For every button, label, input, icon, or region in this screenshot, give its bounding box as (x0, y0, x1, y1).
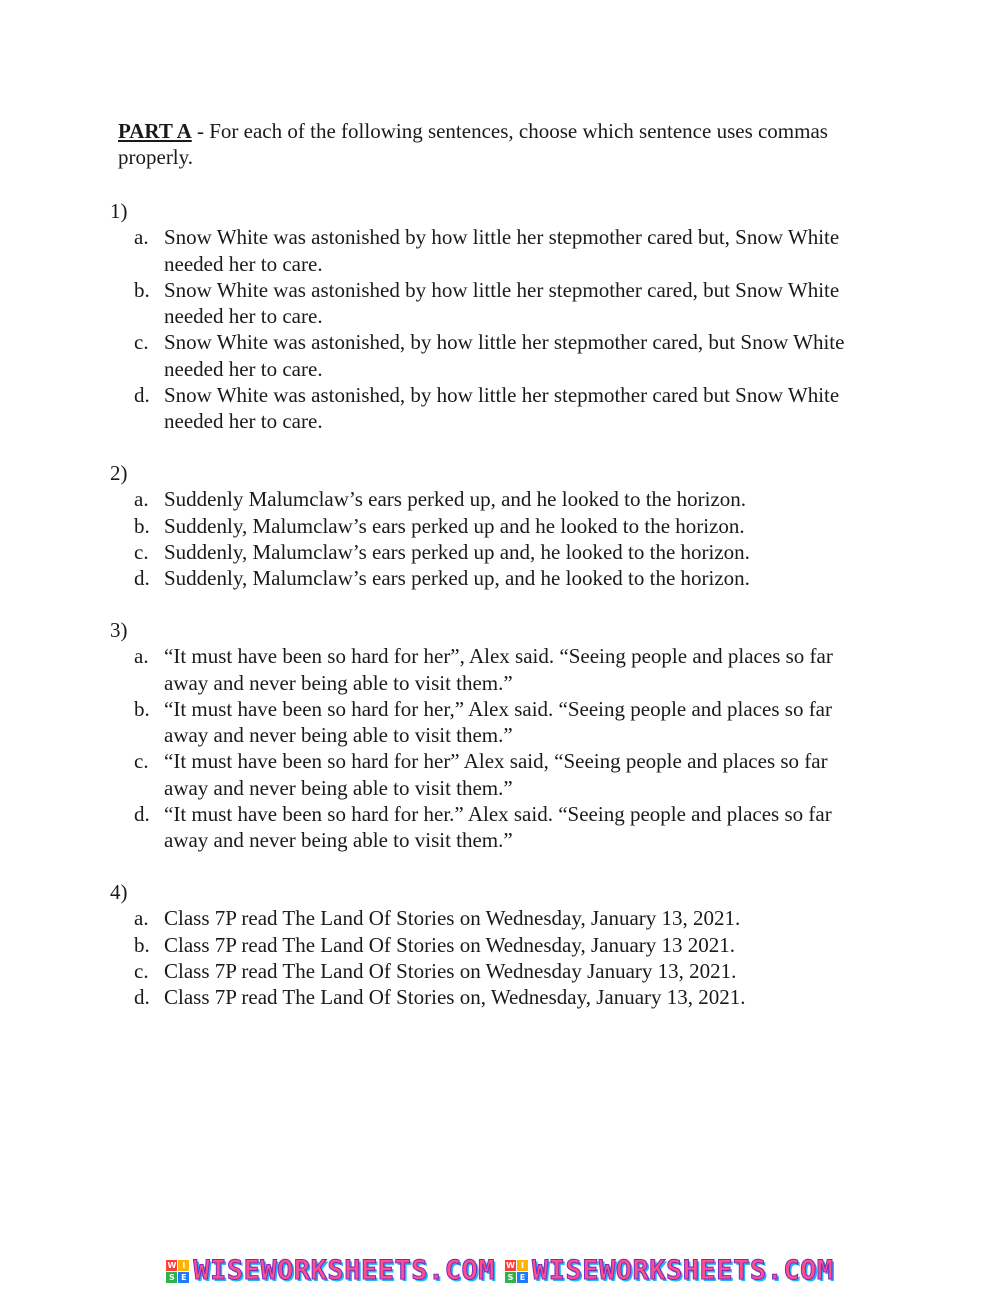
option-letter: d. (134, 802, 150, 827)
option-4d[interactable] (110, 984, 890, 1010)
logo-letter: S (505, 1272, 516, 1283)
option-3d[interactable] (110, 801, 890, 854)
option-4a[interactable] (110, 905, 890, 931)
option-1c[interactable] (110, 329, 890, 382)
logo-letter: I (517, 1260, 528, 1271)
option-text: “It must have been so hard for her”, Alex said. “Seeing people and places so far away and never being able to visit them.” (164, 644, 833, 695)
option-text: Class 7P read The Land Of Stories on Wednesday January 13, 2021. (164, 958, 737, 983)
logo-letter: W (506, 1260, 515, 1270)
option-text: Class 7P read The Land Of Stories on, Wednesday, January 13, 2021. (164, 985, 746, 1010)
instructions-text: - For each of the following sentences, choose which sentence uses commas properly. (118, 119, 828, 170)
option-text: Snow White was astonished, by how little her stepmother cared but Snow White needed her to care. (164, 383, 840, 434)
option-letter: a. (134, 487, 149, 512)
option-3a[interactable] (110, 643, 890, 696)
option-letter: c. (134, 958, 149, 983)
option-text: Snow White was astonished, by how little her stepmother cared, but Snow White needed her to care. (164, 330, 845, 381)
question-1 (110, 198, 890, 435)
question-number: 3) (110, 618, 128, 642)
option-text: “It must have been so hard for her” Alex said, “Seeing people and places so far away and never being able to visit them.” (164, 749, 828, 800)
option-letter: d. (134, 383, 150, 408)
option-text: Suddenly Malumclaw’s ears perked up, and he looked to the horizon. (164, 487, 747, 512)
option-letter: b. (134, 277, 150, 302)
option-2a[interactable] (110, 486, 890, 512)
option-letter: d. (134, 566, 150, 591)
logo-letter: E (517, 1272, 528, 1283)
option-letter: b. (134, 513, 150, 538)
logo-letter: I (178, 1260, 189, 1271)
question-number: 4) (110, 880, 128, 904)
instructions (118, 118, 838, 171)
option-letter: c. (134, 539, 149, 564)
footer-watermark (0, 1252, 1000, 1291)
question-3 (110, 617, 890, 854)
option-1d[interactable] (110, 382, 890, 435)
logo-letter: E (178, 1272, 189, 1283)
brand-text: WISEWORKSHEETS.COM (532, 1255, 834, 1287)
option-letter: a. (134, 644, 149, 669)
option-text: Suddenly, Malumclaw’s ears perked up and he looked to the horizon. (164, 513, 745, 538)
option-letter: d. (134, 985, 150, 1010)
option-2b[interactable] (110, 513, 890, 539)
question-number: 2) (110, 461, 128, 485)
option-text: “It must have been so hard for her.” Alex said. “Seeing people and places so far away and never being able to visit them.” (164, 802, 832, 853)
option-text: Class 7P read The Land Of Stories on Wednesday, January 13 2021. (164, 932, 736, 957)
question-4 (110, 879, 890, 1010)
question-number: 1) (110, 199, 128, 223)
option-4b[interactable] (110, 932, 890, 958)
option-3b[interactable] (110, 696, 890, 749)
option-text: Suddenly, Malumclaw’s ears perked up and, he looked to the horizon. (164, 539, 750, 564)
option-text: “It must have been so hard for her,” Alex said. “Seeing people and places so far away and never being able to visit them.” (164, 696, 833, 748)
option-text: Class 7P read The Land Of Stories on Wednesday, January 13, 2021. (164, 906, 741, 931)
option-text: Snow White was astonished by how little her stepmother cared, but Snow White needed her to care. (164, 277, 840, 329)
part-label: PART A (118, 119, 192, 143)
brand-2 (505, 1255, 834, 1287)
option-text: Suddenly, Malumclaw’s ears perked up, and he looked to the horizon. (164, 566, 750, 591)
option-1b[interactable] (110, 277, 890, 330)
option-letter: a. (134, 906, 149, 931)
question-2 (110, 460, 890, 591)
logo-letter: W (167, 1260, 177, 1270)
logo-letter: S (166, 1272, 177, 1283)
option-letter: c. (134, 330, 149, 355)
option-1a[interactable] (110, 224, 890, 277)
option-letter: b. (134, 932, 150, 957)
option-4c[interactable] (110, 958, 890, 984)
option-letter: a. (134, 225, 149, 250)
option-2d[interactable] (110, 565, 890, 591)
brand-1 (166, 1255, 495, 1287)
brand-text: WISEWORKSHEETS.COM (193, 1255, 495, 1287)
option-2c[interactable] (110, 539, 890, 565)
brand-logo-icon (166, 1260, 189, 1283)
option-letter: b. (134, 696, 150, 721)
option-letter: c. (134, 749, 149, 774)
option-text: Snow White was astonished by how little her stepmother cared but, Snow White needed her to care. (164, 225, 840, 276)
brand-logo-icon (505, 1260, 528, 1283)
option-3c[interactable] (110, 748, 890, 801)
